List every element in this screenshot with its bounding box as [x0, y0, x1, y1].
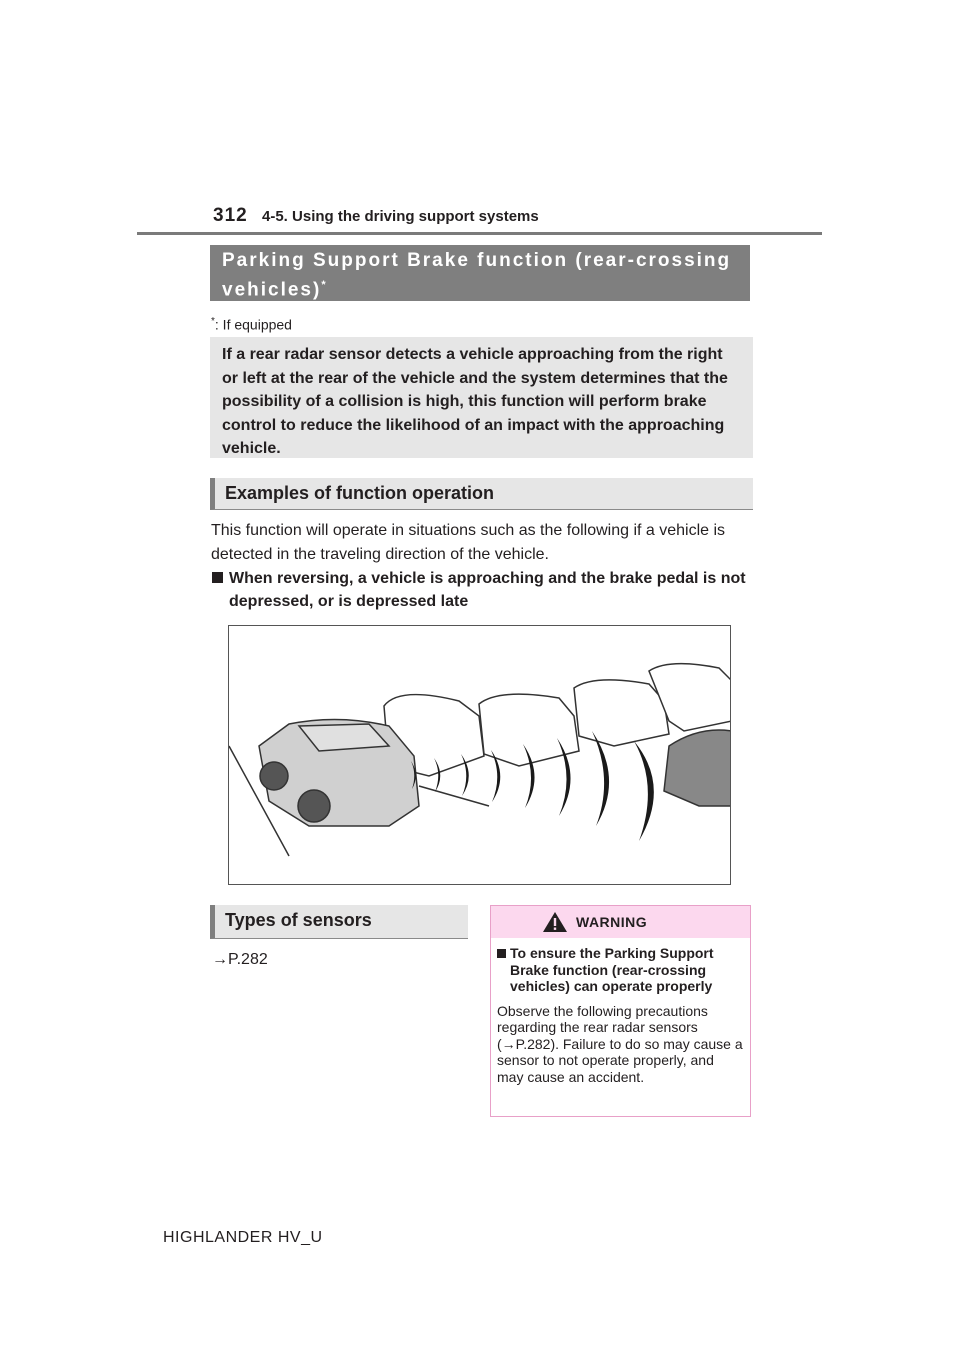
footnote-text: : If equipped	[214, 316, 292, 333]
rear-cross-traffic-illustration	[229, 626, 731, 885]
page-title-text: Parking Support Brake function (rear-crossing vehicles)	[222, 250, 732, 301]
warning-text: Observe the following precautions regarding the rear radar sensors (→P.282). Failure to do so may cause a sensor to not operate properly, and may cause an accident.	[497, 1002, 743, 1085]
bullet-square-icon	[212, 572, 223, 583]
footnote	[211, 316, 292, 333]
warning-box	[490, 905, 751, 1117]
warning-title: WARNING	[576, 914, 648, 930]
header-rule	[137, 232, 822, 235]
example-bullet-text: When reversing, a vehicle is approaching and the brake pedal is not depressed, or is depressed late	[229, 570, 746, 610]
page-title	[210, 245, 750, 301]
example-bullet	[212, 567, 757, 613]
warning-header	[491, 906, 750, 938]
intro-summary: If a rear radar sensor detects a vehicle approaching from the right or left at the rear of the vehicle and the system determines that the possibility of a collision is high, this function will perform brake control to reduce the likelihood of an impact with the approaching vehicle.	[210, 337, 753, 458]
warning-body	[491, 938, 750, 1085]
reference-arrow-icon: →	[212, 951, 228, 968]
warning-subhead-text: To ensure the Parking Support Brake function (rear-crossing vehicles) can operate properly	[510, 945, 714, 994]
page-title-marker: *	[321, 279, 326, 291]
examples-heading: Examples of function operation	[210, 478, 753, 510]
examples-body: This function will operate in situations such as the following if a vehicle is detected in the traveling direction of the vehicle.	[211, 522, 726, 563]
footer-model: HIGHLANDER HV_U	[163, 1229, 323, 1246]
warning-bullet-square-icon	[497, 949, 506, 958]
types-heading: Types of sensors	[210, 905, 468, 939]
footnote-marker: *	[211, 316, 215, 327]
sensor-reference-link[interactable]: P.282	[228, 951, 268, 968]
section-title: 4-5. Using the driving support systems	[262, 208, 539, 225]
parking-illustration	[228, 625, 731, 885]
warning-triangle-icon	[542, 911, 568, 933]
warning-subhead	[497, 945, 744, 995]
sensor-reference	[212, 951, 268, 969]
page-number: 312	[213, 205, 248, 226]
